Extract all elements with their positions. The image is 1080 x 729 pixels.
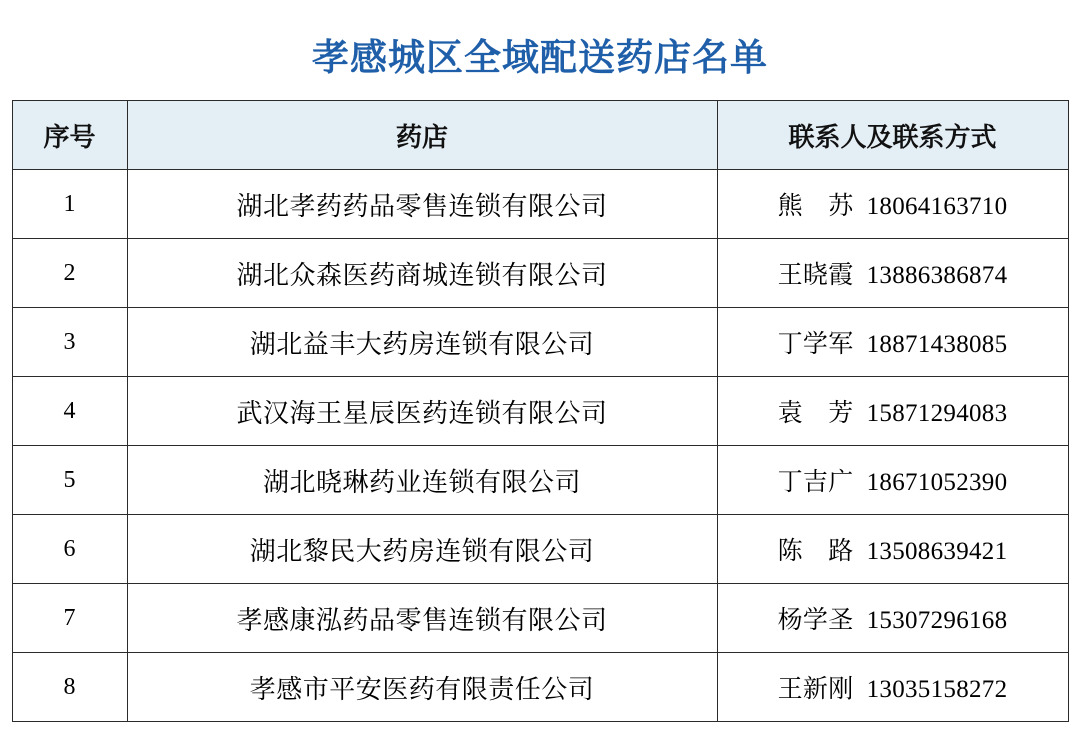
- cell-index: 4: [12, 377, 127, 446]
- contact-text: 王新刚 13035158272: [777, 676, 1008, 704]
- cell-index: 8: [12, 653, 127, 722]
- cell-contact: [717, 653, 1068, 722]
- cell-store: 湖北益丰大药房连锁有限公司: [127, 308, 717, 377]
- table-header: [12, 101, 1068, 170]
- table-row: [12, 239, 1068, 308]
- cell-index: 1: [12, 170, 127, 239]
- contact-text: 熊 苏 18064163710: [777, 193, 1008, 221]
- page-title: 孝感城区全域配送药店名单: [312, 36, 768, 79]
- cell-store: 湖北孝药药品零售连锁有限公司: [127, 170, 717, 239]
- cell-index: 7: [12, 584, 127, 653]
- table-header-row: [12, 101, 1068, 170]
- cell-index: 6: [12, 515, 127, 584]
- pharmacy-list-table: [12, 100, 1069, 722]
- table-row: [12, 515, 1068, 584]
- cell-store: 湖北众森医药商城连锁有限公司: [127, 239, 717, 308]
- contact-text: 袁 芳 15871294083: [777, 400, 1008, 428]
- table-row: [12, 584, 1068, 653]
- contact-text: 王晓霞 13886386874: [777, 262, 1008, 290]
- table-row: [12, 170, 1068, 239]
- cell-index: 3: [12, 308, 127, 377]
- cell-contact: [717, 515, 1068, 584]
- cell-contact: [717, 170, 1068, 239]
- contact-text: 丁学军 18871438085: [777, 331, 1008, 359]
- table-body: [12, 170, 1068, 722]
- cell-contact: [717, 584, 1068, 653]
- contact-text: 杨学圣 15307296168: [777, 607, 1008, 635]
- column-header-index: 序号: [12, 101, 127, 170]
- cell-index: 2: [12, 239, 127, 308]
- cell-store: 孝感康泓药品零售连锁有限公司: [127, 584, 717, 653]
- cell-contact: [717, 377, 1068, 446]
- column-header-store: 药店: [127, 101, 717, 170]
- table-row: [12, 653, 1068, 722]
- contact-text: 陈 路 13508639421: [777, 538, 1008, 566]
- cell-contact: [717, 239, 1068, 308]
- column-header-contact: 联系人及联系方式: [717, 101, 1068, 170]
- cell-contact: [717, 308, 1068, 377]
- cell-store: 湖北黎民大药房连锁有限公司: [127, 515, 717, 584]
- cell-store: 武汉海王星辰医药连锁有限公司: [127, 377, 717, 446]
- cell-contact: [717, 446, 1068, 515]
- cell-store: 孝感市平安医药有限责任公司: [127, 653, 717, 722]
- cell-index: 5: [12, 446, 127, 515]
- table-row: [12, 446, 1068, 515]
- cell-store: 湖北晓琳药业连锁有限公司: [127, 446, 717, 515]
- table-row: [12, 308, 1068, 377]
- table-row: [12, 377, 1068, 446]
- contact-text: 丁吉广 18671052390: [777, 469, 1008, 497]
